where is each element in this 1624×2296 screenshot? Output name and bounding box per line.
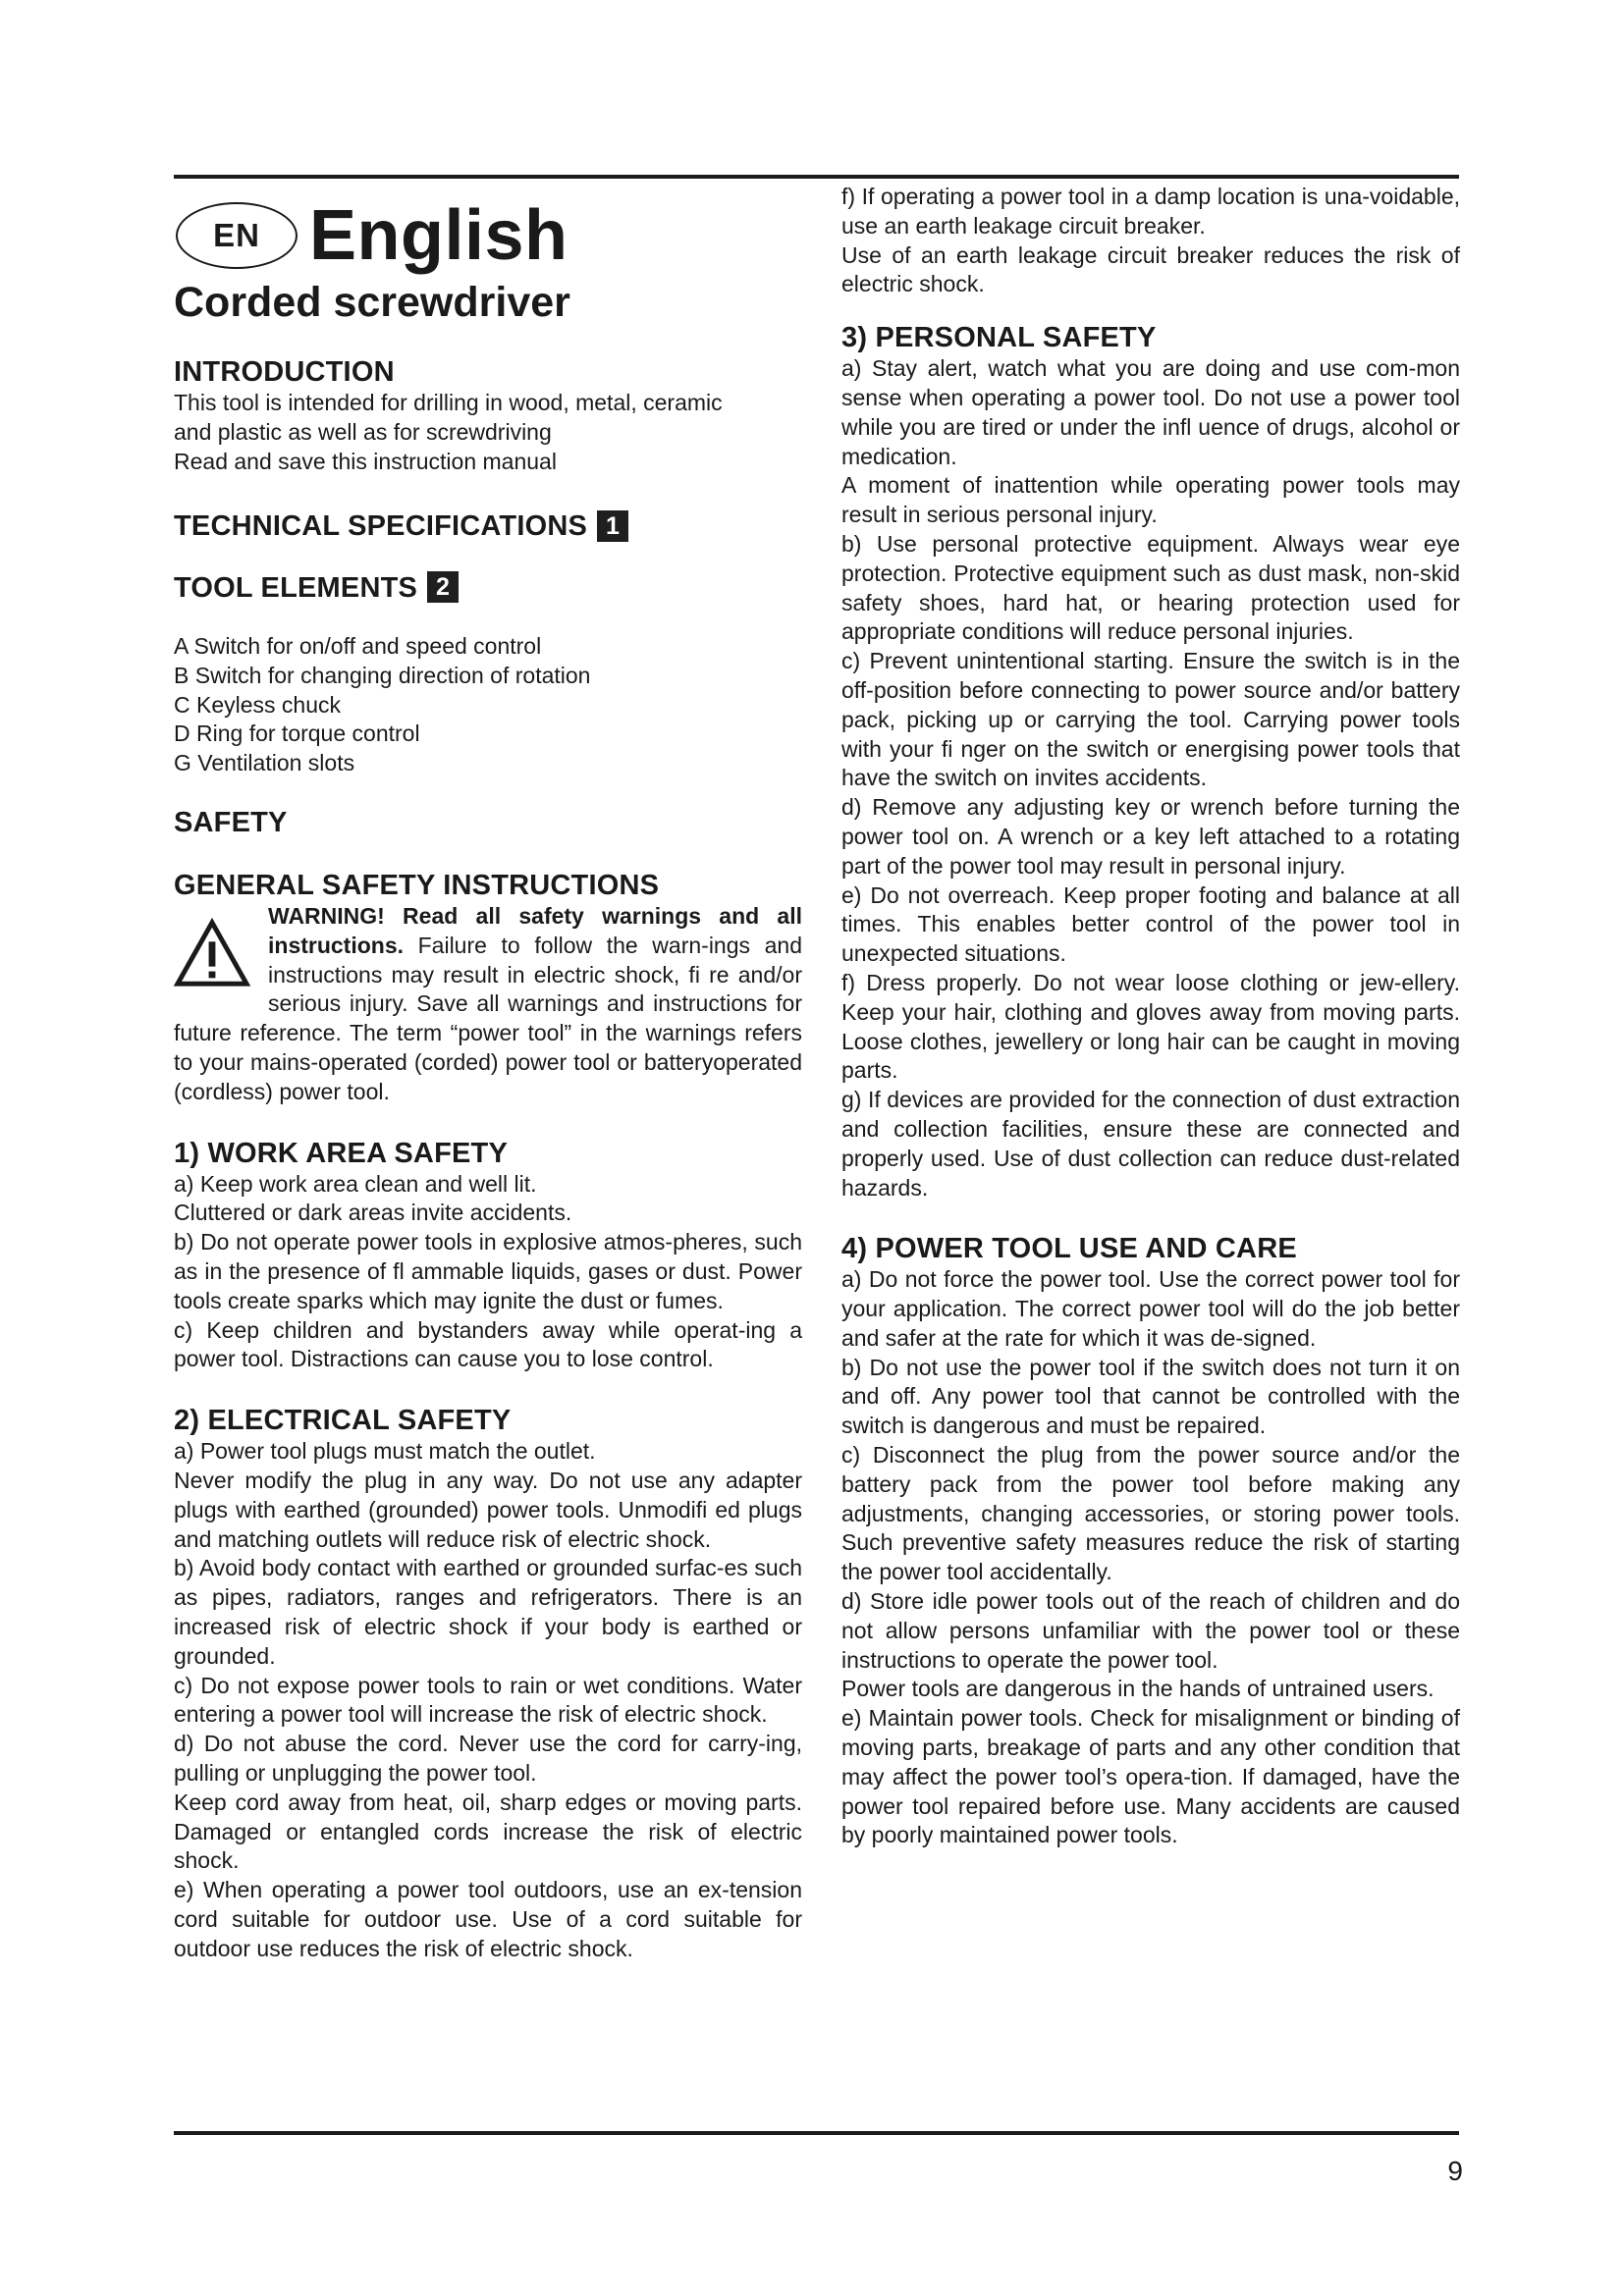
language-title: English (309, 196, 568, 275)
paragraph: b) Do not operate power tools in explosive atmos-pheres, such as in the presence of fl ammable liquids, gases or dust. Power tools create sparks which may ignite the dust or fumes. (174, 1229, 802, 1313)
warning-triangle-icon (174, 918, 250, 988)
paragraph: f) If operating a power tool in a damp location is una-voidable, use an earth leakage circuit breaker. (841, 184, 1460, 239)
list-item: C Keyless chuck (174, 691, 342, 718)
list-item: G Ventilation slots (174, 750, 355, 776)
safety-heading: SAFETY (174, 807, 288, 839)
paragraph: b) Use personal protective equipment. Always wear eye protection. Protective equipment such as dust mask, non-skid safety shoes, hard hat, or hearing protection used for appropriate conditions will reduce personal injuries. (841, 530, 1460, 645)
bottom-rule (174, 2131, 1459, 2135)
warning-block (174, 902, 802, 1107)
paragraph: g) If devices are provided for the connection of dust extraction and collection facilities, ensure these are connected and properly used. Use of dust collection can reduce dust-related hazards. (841, 1087, 1460, 1201)
paragraph: Use of an earth leakage circuit breaker reduces the risk of electric shock. (841, 241, 1460, 297)
paragraph: Cluttered or dark areas invite accidents. (174, 1200, 572, 1226)
list-item: A Switch for on/off and speed control (174, 633, 542, 660)
paragraph: d) Do not abuse the cord. Never use the cord for carry-ing, pulling or unplugging the power tool. (174, 1731, 802, 1786)
left-column (174, 177, 802, 1964)
figure-ref-badge: 1 (597, 510, 628, 542)
tech-specs-heading (174, 509, 802, 543)
power-tool-use-heading: 4) POWER TOOL USE AND CARE (841, 1233, 1297, 1265)
paragraph: e) When operating a power tool outdoors, use an ex-tension cord suitable for outdoor use. Use of a cord suitable for outdoor use reduces the risk of electric shock. (174, 1877, 802, 1961)
warning-text (174, 902, 802, 1107)
personal-safety-heading: 3) PERSONAL SAFETY (841, 322, 1157, 354)
paragraph: e) Maintain power tools. Check for misalignment or binding of moving parts, breakage of parts and any other condition that may affect the power tool’s opera-tion. If damaged, have the power tool repaired before use. Many accidents are caused by poorly maintained power tools. (841, 1705, 1460, 1848)
language-header (174, 196, 802, 275)
paragraph: d) Store idle power tools out of the reach of children and do not allow persons unfamiliar with the power tool or these instructions to operate the power tool. (841, 1588, 1460, 1673)
paragraph: b) Avoid body contact with earthed or grounded surfac-es such as pipes, radiators, ranges and refrigerators. There is an increased risk of electric shock if your body is earthed or grounded. (174, 1555, 802, 1669)
introduction-heading: INTRODUCTION (174, 356, 395, 388)
work-area-heading: 1) WORK AREA SAFETY (174, 1137, 508, 1169)
product-title: Corded screwdriver (174, 279, 570, 326)
paragraph: a) Power tool plugs must match the outlet. (174, 1438, 596, 1465)
intro-line: Read and save this instruction manual (174, 448, 557, 474)
paragraph: c) Prevent unintentional starting. Ensure the switch is in the off-position before connecting to power source and/or battery pack, picking up or carrying the tool. Carrying power tools with your fi nger on the switch or energising power tools that have the switch on invites accidents. (841, 648, 1460, 791)
paragraph: A moment of inattention while operating power tools may result in serious personal injury. (841, 472, 1460, 528)
page-number: 9 (1447, 2156, 1463, 2186)
paragraph: Never modify the plug in any way. Do not use any adapter plugs with earthed (grounded) power tools. Unmodifi ed plugs and matching outlets will reduce risk of electric shock. (174, 1468, 802, 1552)
paragraph: Power tools are dangerous in the hands of untrained users. (841, 1676, 1435, 1702)
paragraph: a) Do not force the power tool. Use the correct power tool for your application. The correct power tool will do the job better and safer at the rate for which it was de-signed. (841, 1266, 1460, 1351)
paragraph: c) Do not expose power tools to rain or wet conditions. Water entering a power tool will increase the risk of electric shock. (174, 1672, 802, 1728)
paragraph: Keep cord away from heat, oil, sharp edges or moving parts. Damaged or entangled cords increase the risk of electric shock. (174, 1789, 802, 1874)
paragraph: b) Do not use the power tool if the switch does not turn it on and off. Any power tool that cannot be controlled with the switch is dangerous and must be repaired. (841, 1354, 1460, 1439)
paragraph: c) Keep children and bystanders away while operat-ing a power tool. Distractions can cause you to lose control. (174, 1316, 802, 1372)
tool-elements-list (174, 632, 802, 778)
list-item: D Ring for torque control (174, 721, 420, 747)
tool-elements-heading-text: TOOL ELEMENTS (174, 571, 418, 604)
intro-line: This tool is intended for drilling in wood, metal, ceramic (174, 390, 723, 415)
general-safety-heading: GENERAL SAFETY INSTRUCTIONS (174, 870, 660, 902)
warning-rest: Failure to follow the warn-ings and instructions may result in electric shock, fi re and/or serious injury. Save all warnings and instructions for future reference. The term “power tool” in the warnings refers to your mains-operated (corded) power tool or batteryoperated (cordless) power tool. (174, 932, 802, 1104)
right-column (841, 183, 1460, 1850)
paragraph: d) Remove any adjusting key or wrench before turning the power tool on. A wrench or a key left attached to a rotating part of the power tool may result in personal injury. (841, 794, 1460, 879)
intro-line: and plastic as well as for screwdriving (174, 418, 552, 445)
paragraph: a) Stay alert, watch what you are doing and use com-mon sense when operating a power tool. Do not use a power tool while you are tired or under the infl uence of drugs, alcohol or medication. (841, 355, 1460, 469)
warning-bold: WARNING! Read all safety warnings and all instructions. (268, 903, 802, 958)
list-item: B Switch for changing direction of rotation (174, 662, 591, 688)
paragraph: f) Dress properly. Do not wear loose clothing or jew-ellery. Keep your hair, clothing and gloves away from moving parts. Loose clothes, jewellery or long hair can be caught in moving parts. (841, 969, 1460, 1084)
tool-elements-heading (174, 571, 802, 605)
figure-ref-badge: 2 (427, 571, 459, 603)
electrical-heading: 2) ELECTRICAL SAFETY (174, 1405, 512, 1437)
paragraph: a) Keep work area clean and well lit. (174, 1170, 537, 1197)
paragraph: c) Disconnect the plug from the power source and/or the battery pack from the power tool before making any adjustments, changing accessories, or storing power tools. Such preventive safety measures reduce the risk of starting the power tool accidentally. (841, 1442, 1460, 1585)
tech-specs-heading-text: TECHNICAL SPECIFICATIONS (174, 510, 588, 543)
paragraph: e) Do not overreach. Keep proper footing and balance at all times. This enables better control of the power tool in unexpected situations. (841, 881, 1460, 967)
language-code-badge: EN (176, 202, 298, 269)
